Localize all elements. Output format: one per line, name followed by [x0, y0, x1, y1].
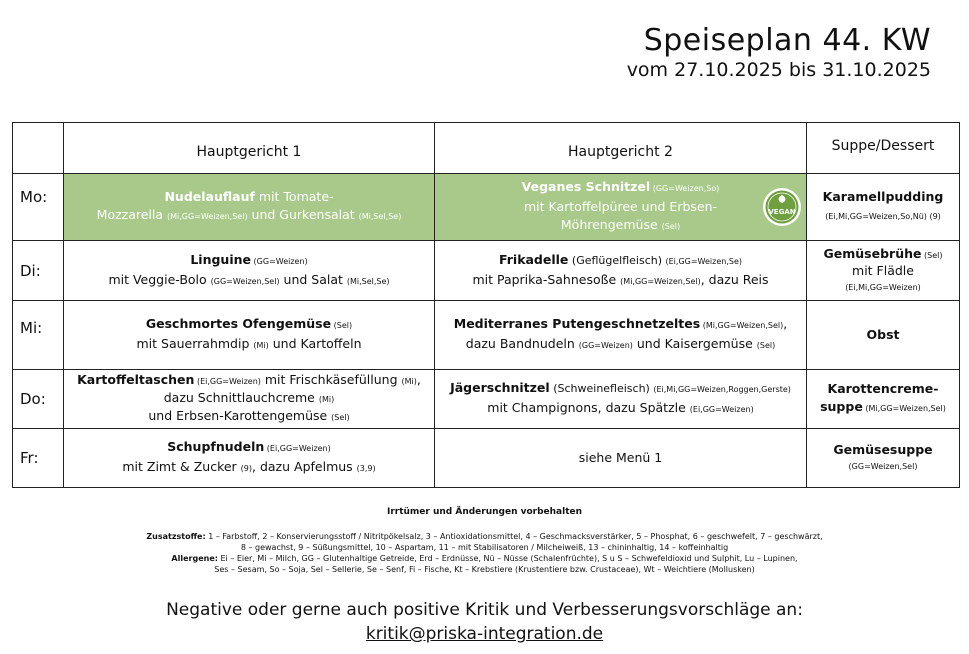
- day-label-di: Di:: [13, 241, 64, 301]
- mo-main2-content: [441, 178, 800, 236]
- dish-text: ,: [416, 372, 421, 387]
- date-range: vom 27.10.2025 bis 31.10.2025: [626, 59, 931, 81]
- dish-text: dazu Bandnudeln: [465, 336, 579, 351]
- fr-main1: [64, 429, 435, 488]
- allergen-note: (Ei,GG=Weizen): [264, 444, 331, 453]
- additives-label: Zusatzstoffe:: [146, 532, 206, 541]
- fr-main2: [435, 429, 807, 488]
- feedback-email-link[interactable]: kritik@priska-integration.de: [365, 624, 604, 644]
- header-main1: [64, 123, 435, 174]
- do-main2: [435, 370, 807, 429]
- day-label-do: Do:: [13, 370, 64, 429]
- dish-text: mit Veggie-Bolo: [108, 271, 211, 287]
- header-soup: [807, 123, 960, 174]
- allergen-note: (Sel): [661, 222, 681, 231]
- page-title: Speiseplan 44. KW: [643, 23, 931, 58]
- mi-main2: [435, 301, 807, 370]
- dish-name: Kartoffeltaschen: [77, 372, 195, 387]
- dish-name: Mediterranes Putengeschnetzeltes: [453, 316, 701, 331]
- dish-name: Nudelauflauf: [164, 189, 255, 204]
- allergen-note: (Mi,Sel,Se): [358, 212, 402, 221]
- dish-text: und Salat: [279, 271, 347, 287]
- allergen-note: (Ei,GG=Weizen): [689, 405, 754, 414]
- allergen-note: (Ei,GG=Weizen): [194, 377, 261, 386]
- allergen-note: (Ei,GG=Weizen,Se): [665, 256, 742, 266]
- allergen-note: (9): [240, 464, 253, 473]
- allergens-label: Allergene:: [171, 554, 218, 563]
- table-row-do: [13, 370, 960, 429]
- mo-soup: [807, 174, 960, 241]
- dish-text: mit Sauerrahmdip: [136, 336, 254, 351]
- allergen-note: (Sel): [921, 251, 943, 260]
- dish-name: Veganes Schnitzel: [521, 179, 651, 194]
- legend-block: [0, 531, 969, 575]
- allergen-note: (3,9): [356, 464, 376, 473]
- dish-text: mit Kartoffelpüree und Erbsen-: [523, 199, 718, 214]
- fr-soup: [807, 429, 960, 488]
- dish-text: ,: [783, 316, 788, 331]
- mo-main2: [435, 174, 807, 241]
- table-row-di: [13, 241, 960, 301]
- header-soup-label: Suppe/Dessert: [831, 138, 935, 154]
- dish-text: , dazu Reis: [700, 271, 769, 287]
- allergen-note: (Mi): [253, 341, 269, 350]
- table-header-row: [13, 123, 960, 174]
- dish-text: (Geflügelfleisch): [568, 253, 666, 267]
- day-label-mi: Mi:: [13, 301, 64, 370]
- do-main1: [64, 370, 435, 429]
- disclaimer: Irrtümer und Änderungen vorbehalten: [386, 507, 583, 517]
- allergen-note: (Mi): [318, 395, 335, 404]
- table-row-mi: [13, 301, 960, 370]
- allergen-note: (Mi,GG=Weizen,Sel): [167, 212, 248, 221]
- dish-name: Obst: [866, 327, 900, 342]
- dish-text: und Kaisergemüse: [632, 336, 757, 351]
- allergen-note: (Ei,Mi,GG=Weizen): [845, 283, 921, 292]
- dish-text: mit Flädle: [852, 263, 914, 278]
- header-day-corner: [13, 123, 64, 174]
- header-main2-label: Hauptgericht 2: [568, 144, 673, 160]
- dish-name: Jägerschnitzel: [450, 380, 550, 395]
- dish-text: mit Frischkäsefüllung: [260, 372, 402, 387]
- mi-main1: [64, 301, 435, 370]
- di-main2: [435, 241, 807, 301]
- dish-name: suppe: [820, 399, 863, 414]
- dish-name: Geschmortes Ofengemüse: [145, 316, 332, 331]
- header-main1-label: Hauptgericht 1: [196, 144, 302, 160]
- dish-name: Karamellpudding: [822, 189, 944, 204]
- dish-text: und Gurkensalat: [247, 207, 359, 222]
- allergen-note: (GG=Weizen,Sel): [210, 276, 280, 286]
- dish-text: , dazu Apfelmus: [252, 459, 357, 474]
- dish-name: Gemüsebrühe: [823, 246, 922, 261]
- feedback-footer: [0, 598, 969, 646]
- day-label-fr: Fr:: [13, 429, 64, 488]
- table-row-mo: [13, 174, 960, 241]
- additives-text: 8 – gewachst, 9 – Süßungsmittel, 10 – Aspartam, 11 – mit Stabilisatoren / Milcheiweiß, 13 – chininhaltig, 14 – koffeinhaltig: [240, 543, 729, 552]
- allergen-note: (GG=Weizen): [578, 341, 633, 350]
- allergen-note: (GG=Weizen,Sel): [848, 462, 918, 471]
- dish-text: dazu Schnittlauchcreme: [163, 390, 319, 405]
- header-main2: [435, 123, 807, 174]
- title-block: [627, 24, 931, 82]
- allergen-note: (Mi,Sel,Se): [346, 276, 390, 286]
- dish-text: und Erbsen-Karottengemüse: [148, 408, 332, 423]
- allergens-text: Ses – Sesam, So – Soja, Sel – Sellerie, Se – Senf, Fi – Fische, Kt – Krebstiere (Krustentiere bzw. Crustaceae), Wt – Weichtiere (Mollusken): [214, 565, 755, 574]
- di-soup: [807, 241, 960, 301]
- dish-text: Möhrengemüse: [560, 217, 662, 232]
- allergen-note: (Mi,GG=Weizen,Sel): [620, 276, 701, 286]
- allergen-note: (Mi,GG=Weizen,Sel): [862, 404, 946, 413]
- allergens-text: Ei – Eier, Mi – Milch, GG – Glutenhaltige Getreide, Erd – Erdnüsse, Nü – Nüsse (Schalenfrüchte), S u S – Schwefeldioxid und Sulphit, Lu – Lupinen,: [217, 554, 798, 563]
- mo-main1: [64, 174, 435, 241]
- dish-name: Karottencreme-: [827, 381, 939, 396]
- dish-text: (Schweinefleisch): [549, 382, 654, 395]
- dish-name: Schupfnudeln: [167, 439, 265, 454]
- dish-name: Linguine: [190, 251, 251, 267]
- vegan-badge-text: VEGAN: [768, 208, 796, 216]
- allergen-note: (GG=Weizen): [251, 256, 308, 266]
- additives-text: 1 – Farbstoff, 2 – Konservierungsstoff / Nitritpökelsalz, 3 – Antioxidationsmittel, 4 – Geschmacksverstärker, 5 – Phosphat, 6 – geschwefelt, 7 – geschwärzt,: [205, 532, 823, 541]
- allergen-note: (Mi): [401, 377, 417, 386]
- allergen-note: (Mi,GG=Weizen,Sel): [700, 321, 784, 330]
- dish-name: Gemüsesuppe: [833, 442, 933, 457]
- menu-table: [12, 122, 960, 488]
- dish-text: und Kartoffeln: [268, 336, 362, 351]
- allergen-note: (GG=Weizen,So): [650, 184, 720, 193]
- dish-text: mit Zimt & Zucker: [122, 459, 241, 474]
- allergen-note: (Sel): [756, 341, 776, 350]
- do-soup: [807, 370, 960, 429]
- mi-soup: [807, 301, 960, 370]
- dish-text: mit Champignons, dazu Spätzle: [487, 400, 690, 415]
- dish-text: siehe Menü 1: [578, 450, 663, 465]
- allergen-note: (Ei,Mi,GG=Weizen,Roggen,Gerste): [653, 385, 791, 394]
- day-label-mo: Mo:: [13, 174, 64, 241]
- allergen-note: (Ei,Mi,GG=Weizen,So,Nü) (9): [825, 212, 941, 221]
- dish-text: Mozzarella: [96, 207, 168, 222]
- feedback-text: Negative oder gerne auch positive Kritik und Verbesserungsvorschläge an:: [166, 600, 803, 620]
- dish-text: mit Tomate-: [254, 189, 334, 204]
- dish-name: Frikadelle: [499, 251, 569, 267]
- allergen-note: (Sel): [331, 413, 350, 422]
- di-main1: [64, 241, 435, 301]
- dish-text: mit Paprika-Sahnesoße: [472, 271, 621, 287]
- allergen-note: (Sel): [331, 321, 353, 330]
- table-row-fr: [13, 429, 960, 488]
- vegan-badge-icon: [762, 187, 802, 227]
